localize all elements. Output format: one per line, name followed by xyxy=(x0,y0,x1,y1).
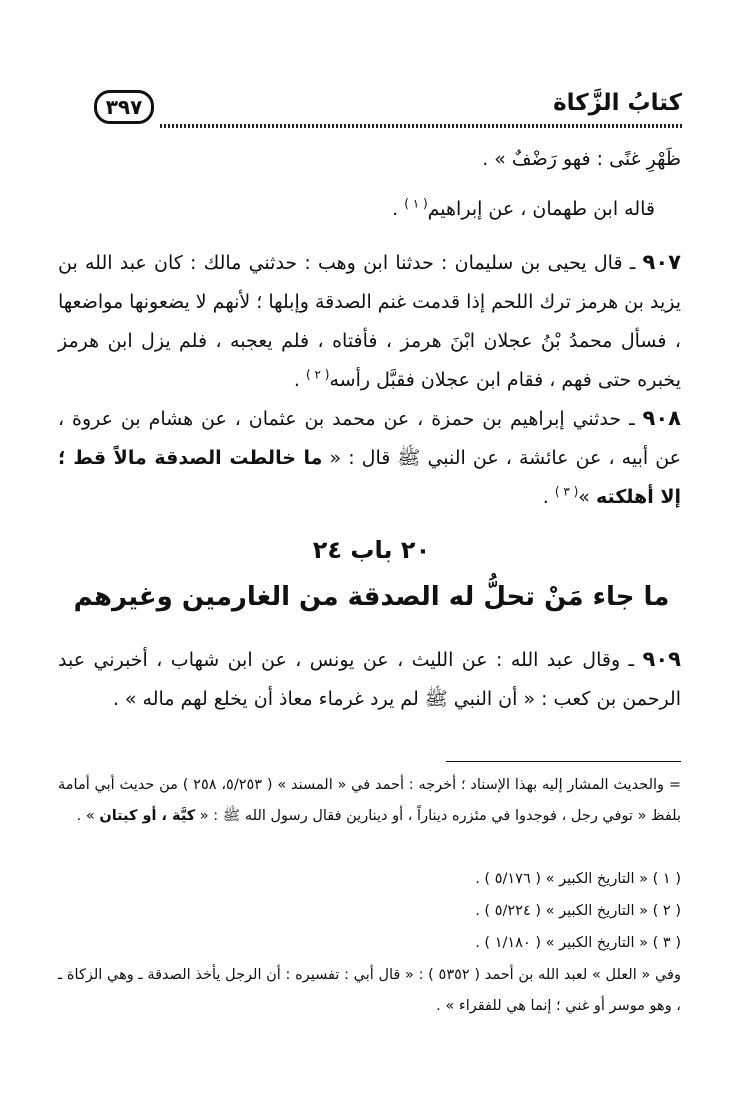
attribution-end: . xyxy=(392,198,405,220)
footnote-3-note: وفي « العلل » لعبد الله بن أحمد ( ٥٣٥٢ ) : « قال أبي : تفسيره : أن الرجل يأخذ الصدقة ـ وهي الزكاة ـ ، وهو موسر أو غني ؛ إنما هي للفقراء » . xyxy=(58,967,681,1014)
hadith-908-matn: ما خالطت الصدقة مالاً قط ؛ إلا أهلكته xyxy=(58,447,681,508)
hadith-909-text: ـ وقال عبد الله : عن الليث ، عن يونس ، عن ابن شهاب ، أخبرني عبد الرحمن بن كعب : « أن النبي ﷺ لم يرد غرماء معاذ أن يخلع لهم ماله » . xyxy=(58,649,681,710)
hadith-907-text: ـ قال يحيى بن سليمان : حدثنا ابن وهب : حدثني مالك : كان عبد الله بن يزيد بن هرمز ترك اللحم إذا قدمت غنم الصدقة وإبلها ؛ لأنهم لا يضعونها مواضعها ، فسأل محمدُ بْنُ عجلان ابْنَ هرمز ، فأفتاه ، فلم يعجبه ، فلم يزل ابن هرمز يخبره حتى فهم ، فقام ابن عجلان فقبَّل رأسه xyxy=(58,252,681,391)
footnote-continuation-text: = والحديث المشار إليه بهذا الإسناد ؛ أخرجه : أحمد في « المسند » ( ٥/٢٥٣، ٢٥٨ ) من حديث أبي أمامة بلفظ « توفي رجل ، فوجدوا في مئزره ديناراً ، أو دينارين فقال رسول الله ﷺ : « xyxy=(58,777,681,824)
hadith-907 xyxy=(58,243,681,400)
footnote-continuation-end: » . xyxy=(76,808,100,824)
header-rule xyxy=(160,124,682,128)
hadith-909 xyxy=(58,640,681,719)
footnote-ref-3: ( ٣ ) xyxy=(554,484,579,499)
chapter-number: ٢٠ باب ٢٤ xyxy=(312,536,431,564)
hadith-907-end: . xyxy=(293,369,307,391)
footnote-continuation xyxy=(58,770,681,832)
hadith-908-close: » xyxy=(578,486,596,508)
hadith-907-number: ٩٠٧ xyxy=(642,250,681,274)
text-line-attribution xyxy=(58,190,655,229)
footnote-3: ( ٣ ) « التاريخ الكبير » ( ١/١٨٠ ) . xyxy=(475,935,681,951)
hadith-908 xyxy=(58,399,681,517)
chapter-title: ما جاء مَنْ تحلُّ له الصدقة من الغارمين وغيرهم xyxy=(73,582,670,612)
footnote-1: ( ١ ) « التاريخ الكبير » ( ٥/١٧٦ ) . xyxy=(475,871,681,887)
footnote-continuation-bold: كيَّة ، أو كيتان xyxy=(99,808,196,824)
continuation-text: ظَهْرِ غنًى : فهو رَضْفٌ » . xyxy=(482,148,681,170)
footnote-ref-2: ( ٢ ) xyxy=(306,367,330,382)
footnote-separator xyxy=(446,761,681,762)
hadith-909-number: ٩٠٩ xyxy=(642,647,681,671)
hadith-908-text: ـ حدثني إبراهيم بن حمزة ، عن محمد بن عثمان ، عن هشام بن عروة ، عن أبيه ، عن عائشة ، عن النبي ﷺ قال : « xyxy=(58,408,682,469)
book-title: كتابُ الزَّكاة xyxy=(553,90,682,116)
hadith-908-number: ٩٠٨ xyxy=(642,406,681,430)
attribution-text: قاله ابن طهمان ، عن إبراهيم xyxy=(427,198,655,220)
text-line-continuation xyxy=(58,140,681,179)
page-header xyxy=(90,88,682,132)
footnote-2: ( ٢ ) « التاريخ الكبير » ( ٥/٢٢٤ ) . xyxy=(475,903,681,919)
footnote-ref-1: ( ١ ) xyxy=(404,196,428,211)
hadith-908-end: . xyxy=(542,486,555,508)
page-number: ٣٩٧ xyxy=(94,90,154,124)
